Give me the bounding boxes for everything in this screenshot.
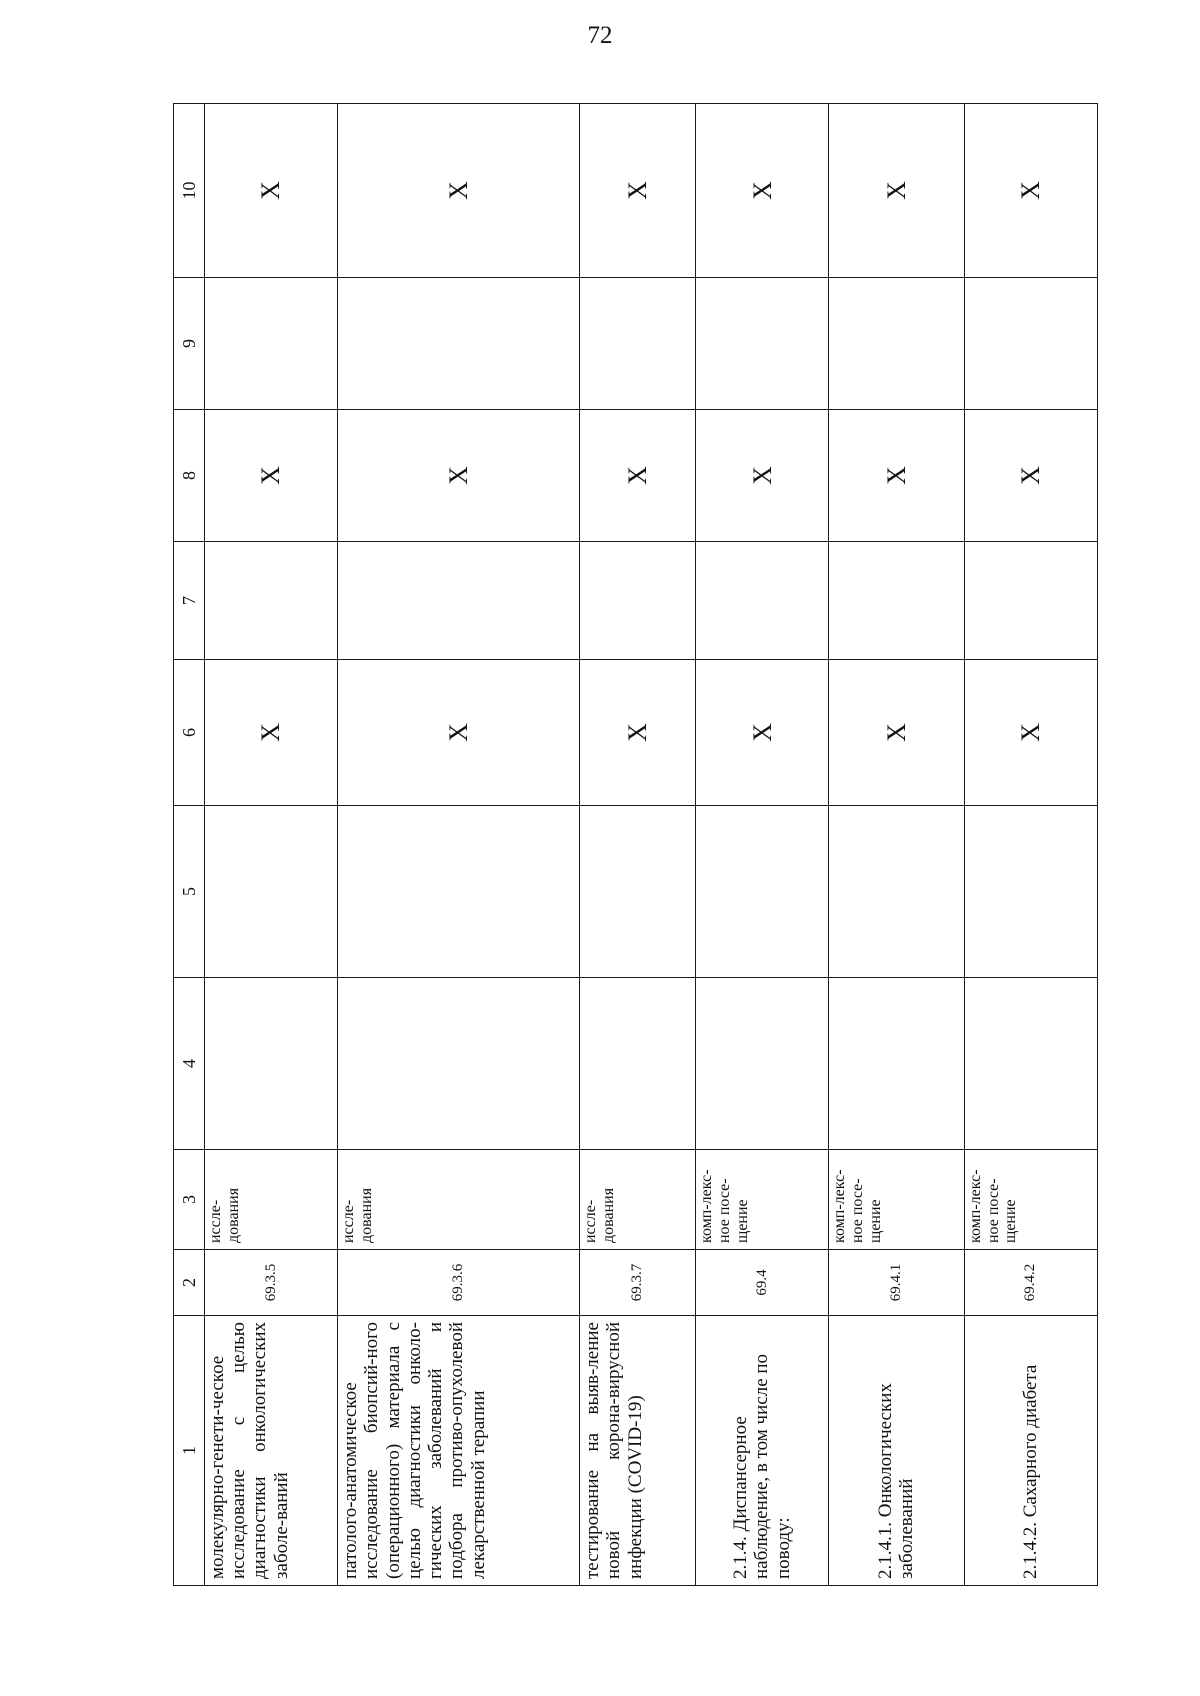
cell-col6: X <box>829 660 964 806</box>
row-unit: иссле-дования <box>204 1150 337 1250</box>
cell-col7 <box>964 542 1097 660</box>
cell-col5 <box>829 806 964 978</box>
cell-col4 <box>829 978 964 1150</box>
rotated-table-container <box>173 104 1098 1586</box>
row-name: 2.1.4. Диспансерное наблюдение, в том числе по поводу: <box>695 1316 828 1586</box>
cell-col4 <box>964 978 1097 1150</box>
cell-col9 <box>338 278 580 410</box>
cell-col6: X <box>580 660 696 806</box>
row-unit: иссле-дования <box>338 1150 580 1250</box>
table-row <box>964 104 1097 1586</box>
column-header: 9 <box>174 278 205 410</box>
column-header: 6 <box>174 660 205 806</box>
cell-col10: X <box>829 104 964 278</box>
cell-col8: X <box>580 410 696 542</box>
cell-col4 <box>695 978 828 1150</box>
cell-col6: X <box>695 660 828 806</box>
cell-col10: X <box>338 104 580 278</box>
cell-col4 <box>204 978 337 1150</box>
row-name: 2.1.4.1. Онкологических заболеваний <box>829 1316 964 1586</box>
table-row <box>580 104 696 1586</box>
cell-col8: X <box>964 410 1097 542</box>
cell-col8: X <box>695 410 828 542</box>
data-table <box>173 103 1098 1586</box>
cell-col5 <box>338 806 580 978</box>
table-header-row <box>174 104 205 1586</box>
row-name: патолого-анатомическое исследование биопсий-ного (операционного) материала с целью диагностики онколо-гических заболеваний и подбора противо-опухолевой лекарственной терапии <box>338 1316 580 1586</box>
cell-col8: X <box>204 410 337 542</box>
cell-col7 <box>695 542 828 660</box>
column-header: 7 <box>174 542 205 660</box>
page-number: 72 <box>587 22 613 49</box>
cell-col7 <box>580 542 696 660</box>
column-header: 2 <box>174 1250 205 1316</box>
cell-col5 <box>204 806 337 978</box>
cell-col9 <box>964 278 1097 410</box>
cell-col6: X <box>338 660 580 806</box>
cell-col5 <box>695 806 828 978</box>
cell-col10: X <box>204 104 337 278</box>
cell-col5 <box>964 806 1097 978</box>
cell-col4 <box>338 978 580 1150</box>
column-header: 8 <box>174 410 205 542</box>
cell-col7 <box>204 542 337 660</box>
table-row <box>338 104 580 1586</box>
row-unit: комп-лекс-ное посе-щение <box>964 1150 1097 1250</box>
column-header: 3 <box>174 1150 205 1250</box>
row-code: 69.3.7 <box>580 1250 696 1316</box>
row-code: 69.3.6 <box>338 1250 580 1316</box>
cell-col6: X <box>204 660 337 806</box>
cell-col10: X <box>695 104 828 278</box>
column-header: 10 <box>174 104 205 278</box>
cell-col9 <box>204 278 337 410</box>
cell-col4 <box>580 978 696 1150</box>
cell-col10: X <box>580 104 696 278</box>
column-header: 1 <box>174 1316 205 1586</box>
cell-col6: X <box>964 660 1097 806</box>
cell-col8: X <box>338 410 580 542</box>
row-unit: иссле-дования <box>580 1150 696 1250</box>
cell-col10: X <box>964 104 1097 278</box>
column-header: 5 <box>174 806 205 978</box>
cell-col5 <box>580 806 696 978</box>
cell-col9 <box>695 278 828 410</box>
row-unit: комп-лекс-ное посе-щение <box>695 1150 828 1250</box>
cell-col7 <box>338 542 580 660</box>
table-row <box>829 104 964 1586</box>
row-code: 69.4.2 <box>964 1250 1097 1316</box>
row-name: тестирование на выяв-ление новой корона-вирусной инфекции (COVID-19) <box>580 1316 696 1586</box>
row-code: 69.3.5 <box>204 1250 337 1316</box>
row-code: 69.4 <box>695 1250 828 1316</box>
cell-col9 <box>580 278 696 410</box>
row-name: молекулярно-генети-ческое исследование с целью диагностики онкологических заболе-ваний <box>204 1316 337 1586</box>
cell-col8: X <box>829 410 964 542</box>
table-row <box>204 104 337 1586</box>
cell-col7 <box>829 542 964 660</box>
row-code: 69.4.1 <box>829 1250 964 1316</box>
column-header: 4 <box>174 978 205 1150</box>
cell-col9 <box>829 278 964 410</box>
table-row <box>695 104 828 1586</box>
row-unit: комп-лекс-ное посе-щение <box>829 1150 964 1250</box>
row-name: 2.1.4.2. Сахарного диабета <box>964 1316 1097 1586</box>
